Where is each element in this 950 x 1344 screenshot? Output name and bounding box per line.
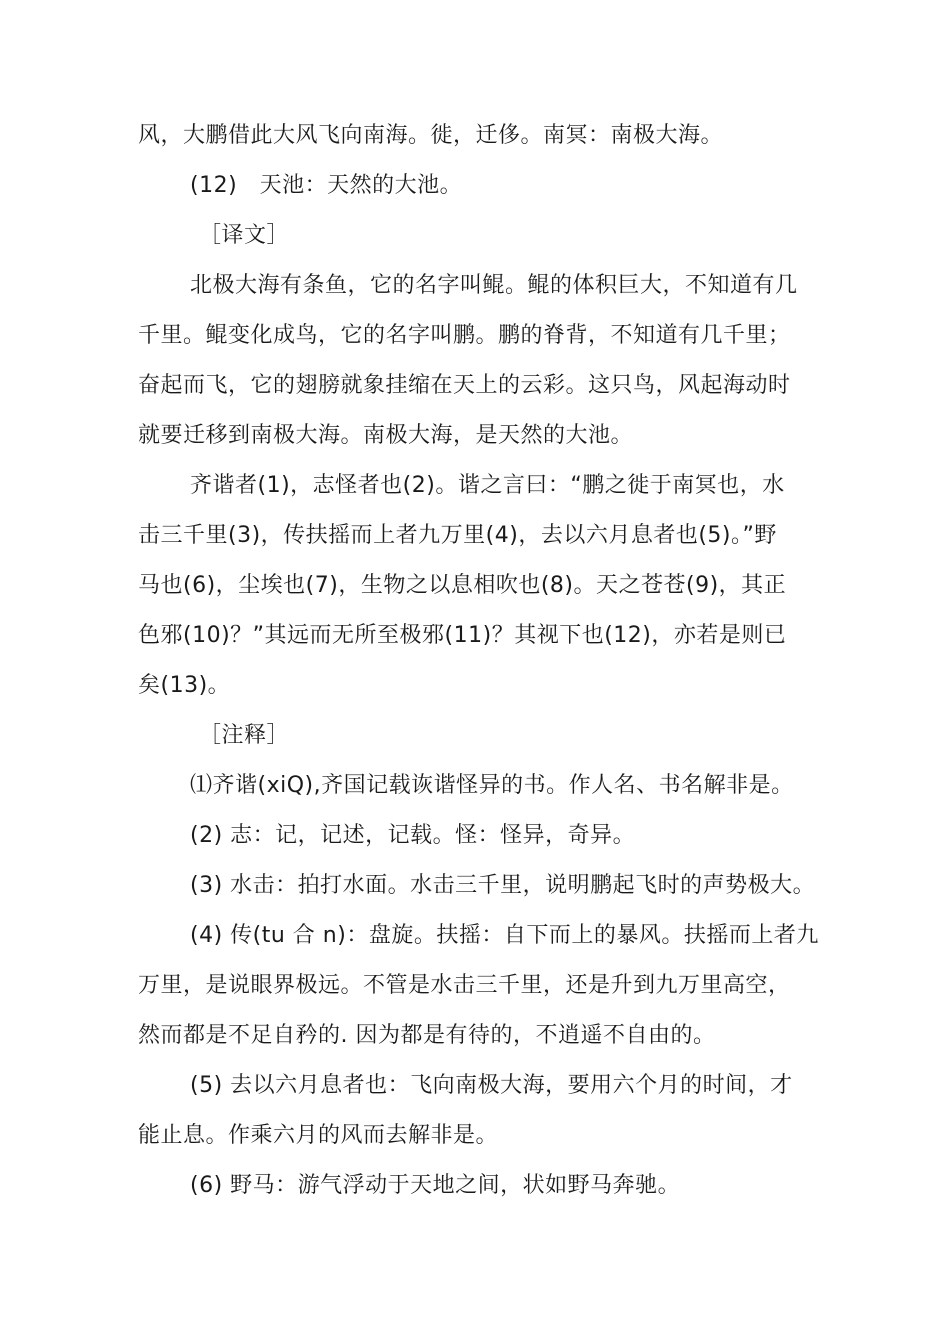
text-line: 马也(6)，尘埃也(7)，生物之以息相吹也(8)。天之苍苍(9)，其正 [138, 573, 787, 598]
section-heading-translation: ［译文］ [199, 223, 290, 248]
section-heading-notes: ［注释］ [199, 723, 290, 748]
text-line: 色邪(10)？”其远而无所至极邪(11)？其视下也(12)，亦若是则已 [138, 623, 787, 648]
text-line: 齐谐者(1)，志怪者也(2)。谐之言曰：“鹏之徙于南冥也，水 [190, 473, 785, 498]
note-line: 能止息。作乘六月的风而去解非是。 [138, 1123, 499, 1148]
note-line: 万里，是说眼界极远。不管是水击三千里，还是升到九万里高空， [138, 973, 791, 998]
text-line: 击三千里(3)，传扶摇而上者九万里(4)，去以六月息者也(5)。”野 [138, 523, 777, 548]
text-line: 矣(13)。 [138, 673, 231, 698]
note-line: (3) 水击：拍打水面。水击三千里，说明鹏起飞时的声势极大。 [190, 873, 816, 898]
text-line: 风，大鹏借此大风飞向南海。徙，迁侈。南冥：南极大海。 [138, 123, 724, 148]
note-line: (5) 去以六月息者也：飞向南极大海，要用六个月的时间，才 [190, 1073, 793, 1098]
note-line: (6) 野马：游气浮动于天地之间，状如野马奔驰。 [190, 1173, 681, 1198]
note-line: ⑴齐谐(xiQ),齐国记载诙谐怪异的书。作人名、书名解非是。 [190, 773, 794, 798]
note-line: (12) 天池：天然的大池。 [190, 173, 463, 198]
note-line: (4) 传(tu 合 n)：盘旋。扶摇：自下而上的暴风。扶摇而上者九 [190, 923, 819, 948]
note-line: (2) 志：记，记述，记载。怪：怪异，奇异。 [190, 823, 636, 848]
text-line: 奋起而飞，它的翅膀就象挂缩在天上的云彩。这只鸟，风起海动时 [138, 373, 791, 398]
note-line: 然而都是不足自矜的. 因为都是有待的，不逍遥不自由的。 [138, 1023, 716, 1048]
text-line: 千里。鲲变化成鸟，它的名字叫鹏。鹏的脊背，不知道有几千里； [138, 323, 791, 348]
text-line: 北极大海有条鱼，它的名字叫鲲。鲲的体积巨大，不知道有几 [190, 273, 798, 298]
text-line: 就要迁移到南极大海。南极大海，是天然的大池。 [138, 423, 634, 448]
